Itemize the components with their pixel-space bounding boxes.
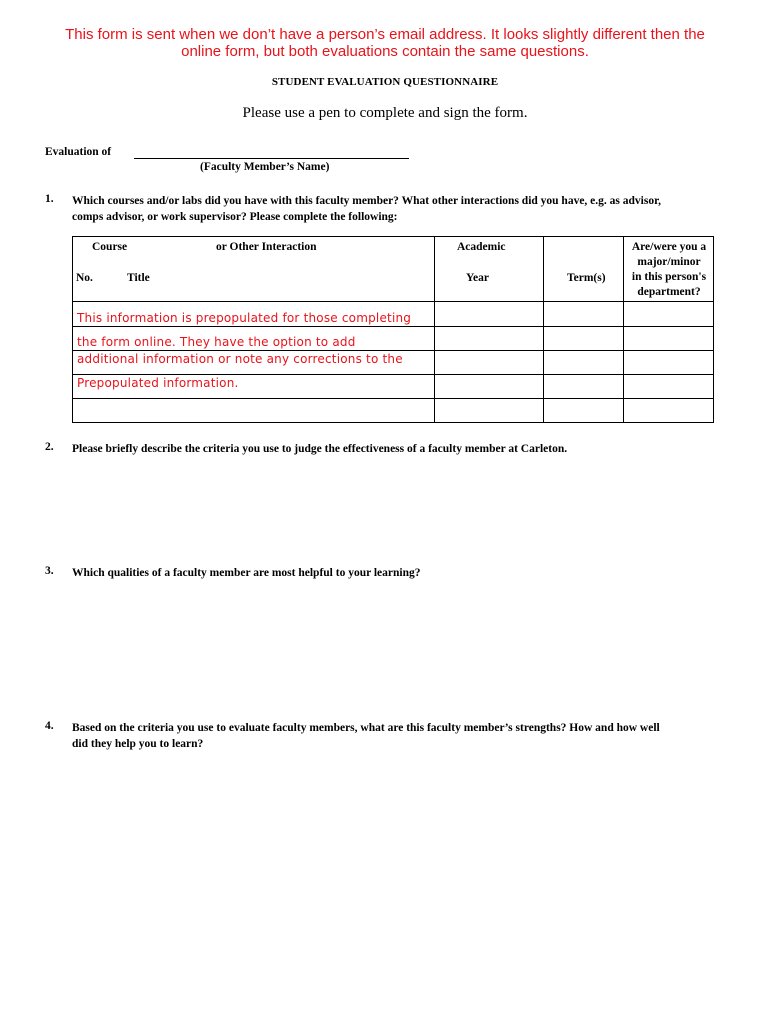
page-subtitle: Please use a pen to complete and sign the form.: [242, 105, 528, 121]
table-row-line: [72, 398, 714, 399]
header-major-line-1: Are/were you a: [631, 241, 707, 253]
question-3-number: 3.: [45, 565, 54, 577]
evaluation-label: Evaluation of: [45, 146, 112, 158]
question-3-line-1: Which qualities of a faculty member are most helpful to your learning?: [72, 567, 421, 579]
faculty-name-caption: (Faculty Member’s Name): [200, 161, 330, 173]
table-col-line: [434, 236, 435, 423]
question-4-text: [72, 720, 722, 752]
prepopulated-note-line-3: additional information or note any corrections to the: [77, 352, 403, 366]
prepopulated-note-line-2: the form online. They have the option to add: [77, 335, 356, 349]
question-1-number: 1.: [45, 193, 54, 205]
page-title: STUDENT EVALUATION QUESTIONNAIRE: [271, 76, 499, 88]
notice-line-1: This form is sent when we don’t have a person’s email address. It looks slightly different then the: [65, 26, 705, 43]
prepopulated-note-line-1: This information is prepopulated for those completing: [77, 311, 412, 325]
table-col-line: [623, 236, 624, 423]
table-row-line: [72, 301, 714, 302]
header-major-line-2: major/minor: [637, 256, 701, 268]
header-other-interaction: or Other Interaction: [216, 241, 317, 253]
question-2-text: [72, 441, 722, 457]
prepopulated-note-line-4: Prepopulated information.: [77, 376, 239, 390]
notice-line-2: online form, but both evaluations contain the same questions.: [181, 43, 589, 60]
course-table: [72, 236, 714, 423]
question-1-line-2: comps advisor, or work supervisor? Please complete the following:: [72, 211, 398, 223]
header-no: No.: [76, 272, 93, 284]
question-4-line-1: Based on the criteria you use to evaluate faculty members, what are this faculty member’s strengths? How and how well: [72, 722, 660, 734]
header-terms: Term(s): [567, 272, 606, 284]
header-course: Course: [92, 241, 128, 253]
question-4-line-2: did they help you to learn?: [72, 738, 204, 750]
header-major-minor: [626, 240, 712, 300]
table-row-line: [72, 326, 714, 327]
notice-banner: [0, 26, 770, 60]
table-border-left: [72, 236, 73, 423]
header-major-line-4: department?: [637, 286, 701, 298]
question-4-number: 4.: [45, 720, 54, 732]
header-title: Title: [127, 272, 150, 284]
question-3-text: [72, 565, 722, 581]
table-row-line: [72, 350, 714, 351]
header-major-line-3: in this person's: [631, 271, 707, 283]
table-border-right: [713, 236, 714, 423]
question-1-line-1: Which courses and/or labs did you have with this faculty member? What other interactions did you have, e.g. as advisor,: [72, 195, 661, 207]
table-border-bottom: [72, 422, 714, 423]
table-border-top: [72, 236, 714, 237]
question-2-line-1: Please briefly describe the criteria you use to judge the effectiveness of a faculty member at Carleton.: [72, 443, 568, 455]
header-academic: Academic: [457, 241, 506, 253]
question-2-number: 2.: [45, 441, 54, 453]
question-1-text: [72, 193, 722, 225]
table-row-line: [72, 374, 714, 375]
table-col-line: [543, 236, 544, 423]
header-year: Year: [466, 272, 489, 284]
faculty-name-field[interactable]: [134, 158, 409, 159]
